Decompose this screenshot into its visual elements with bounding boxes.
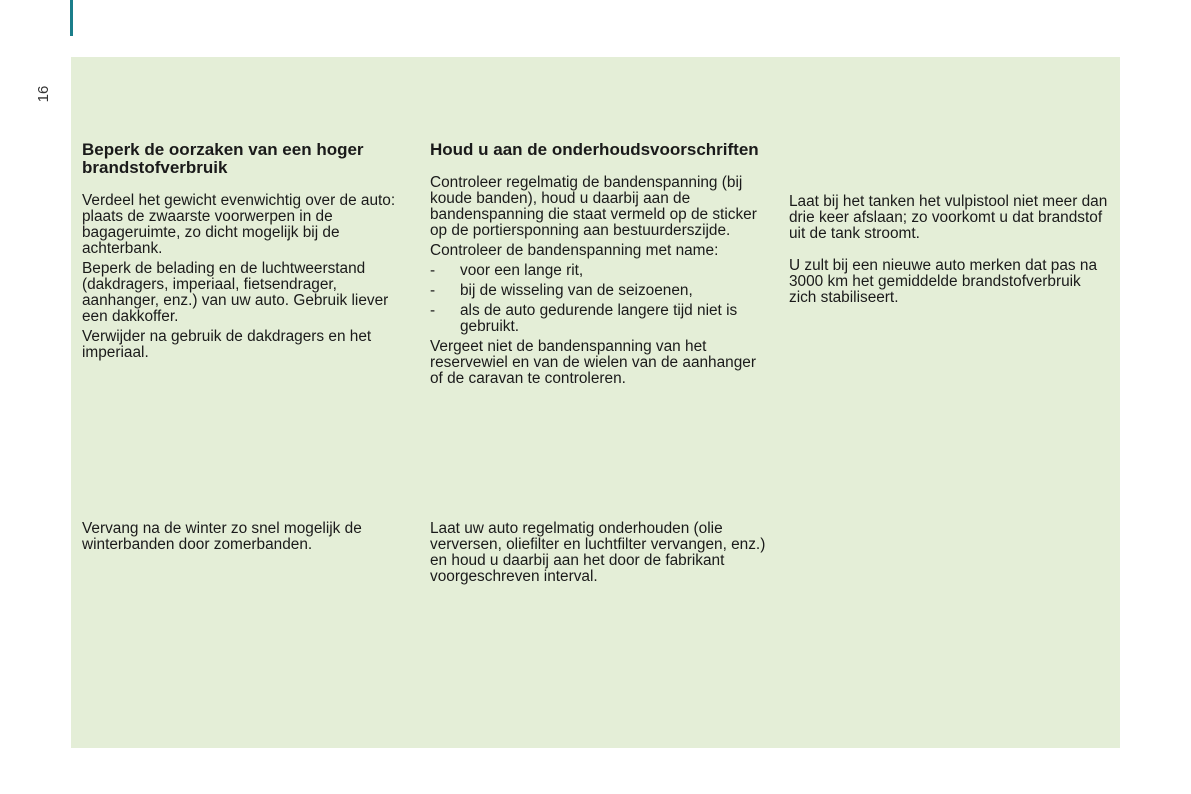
paragraph-new-car-consumption: U zult bij een nieuwe auto merken dat pas na 3000 km het gemiddelde brandstofverbruik zich stabiliseert. [789, 257, 1098, 306]
list-item: - bij de wisseling van de seizoenen, [430, 283, 770, 299]
section-title-fuel-consumption: Beperk de oorzaken van een hoger brandstofverbruik [82, 140, 364, 177]
paragraph-check-pressure-especially: Controleer de bandenspanning met name: [430, 242, 719, 259]
paragraph-regular-service: Laat uw auto regelmatig onderhouden (olie verversen, oliefilter en luchtfilter vervangen, enz.) en houd u daarbij aan het door de fabrikant voorgeschreven interval. [430, 520, 766, 585]
paragraph-tyre-pressure: Controleer regelmatig de bandenspanning (bij koude banden), houd u daarbij aan de bandenspanning die staat vermeld op de sticker op de portiersponning aan bestuurderszijde. [430, 174, 757, 239]
section-title-maintenance: Houd u aan de onderhoudsvoorschriften [430, 140, 759, 159]
column-refuelling [789, 194, 1109, 306]
paragraph-remove-roof-bars: Verwijder na gebruik de dakdragers en het imperiaal. [82, 328, 372, 361]
list-item: - voor een lange rit, [430, 263, 770, 279]
column-fuel-consumption-bottom [82, 521, 412, 553]
paragraph-load-reduction: Beperk de belading en de luchtweerstand (dakdragers, imperiaal, fietsendrager, aanhanger, enz.) van uw auto. Gebruik liever een dakkoffer. [82, 260, 389, 325]
list-item: - als de auto gedurende langere tijd niet is gebruikt. [430, 303, 770, 335]
paragraph-spare-wheel: Vergeet niet de bandenspanning van het reservewiel en van de wielen van de aanhanger of de caravan te controleren. [430, 338, 756, 387]
tyre-check-list [430, 263, 770, 335]
paragraph-fuel-nozzle: Laat bij het tanken het vulpistool niet meer dan drie keer afslaan; zo voorkomt u dat brandstof uit de tank stroomt. [789, 193, 1108, 242]
column-maintenance [430, 141, 770, 387]
column-fuel-consumption [82, 141, 412, 361]
paragraph-winter-tyres: Vervang na de winter zo snel mogelijk de winterbanden door zomerbanden. [82, 520, 362, 553]
column-maintenance-bottom [430, 521, 770, 585]
page-number: 16 [35, 85, 52, 103]
paragraph-weight-distribution: Verdeel het gewicht evenwichtig over de auto: plaats de zwaarste voorwerpen in de bagageruimte, zo dicht mogelijk bij de achterbank. [82, 192, 396, 257]
page-edge-marker [70, 0, 73, 36]
